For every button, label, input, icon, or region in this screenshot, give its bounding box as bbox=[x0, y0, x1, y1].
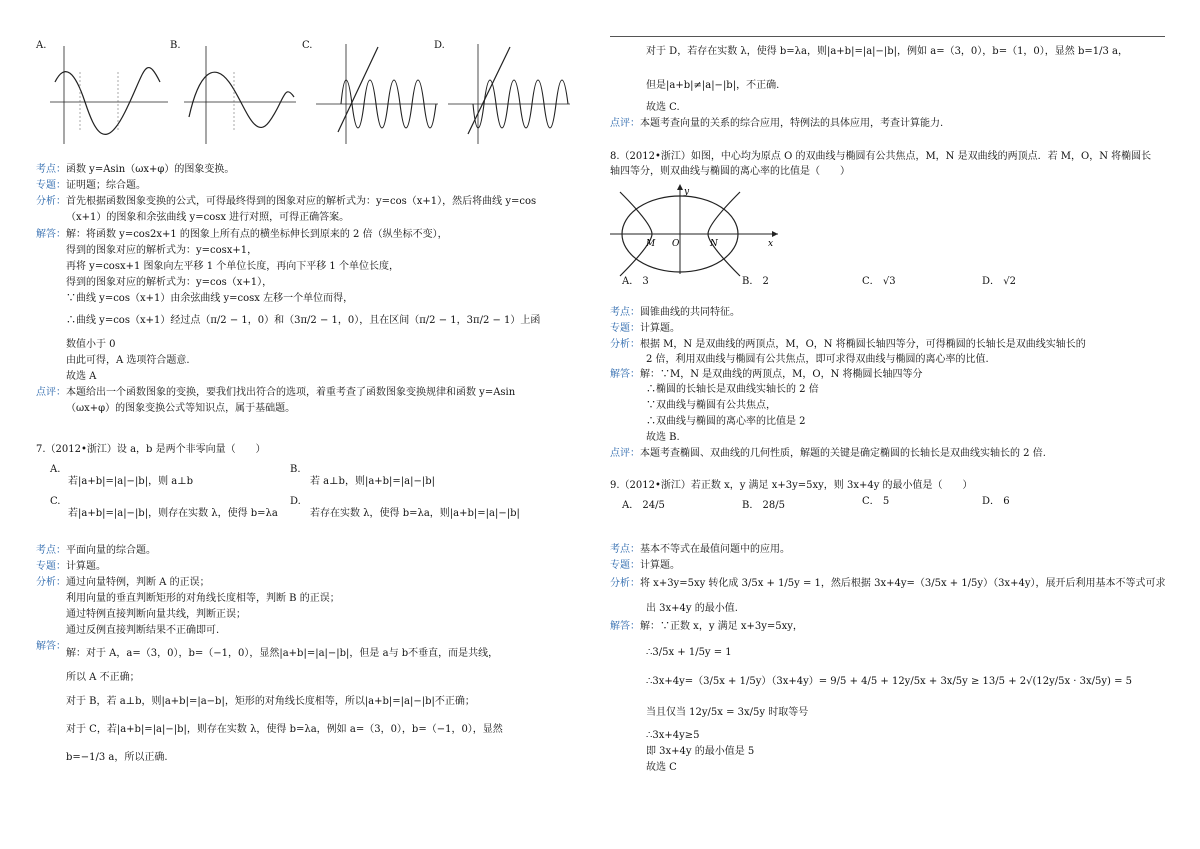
q7-fenxi-line: 通过反例直接判断结果不正确即可. bbox=[66, 625, 220, 636]
q7-fenxi: 分析：通过向量特例，判断 A 的正误； bbox=[36, 577, 210, 588]
q8-dianping: 点评：本题考查椭圆、双曲线的几何性质，解题的关键是确定椭圆的长轴长是双曲线实轴长的 2 倍. bbox=[610, 448, 1046, 459]
q8-jieda-line: ∴双曲线与椭圆的离心率的比值是 2 bbox=[646, 416, 806, 427]
q8-option-b: B． 2 bbox=[742, 276, 769, 287]
q9-question: 9.（2012•浙江）若正数 x，y 满足 x+3y=5xy，则 3x+4y 的最小值是（ ） bbox=[610, 480, 973, 491]
q7-option-b-label: B. bbox=[290, 464, 301, 475]
q9-jieda-line: 当且仅当 12y/5x = 3x/5y 时取等号 bbox=[646, 707, 809, 718]
q7-option-c: 若|a+b|=|a|−|b|，则存在实数 λ，使得 b=λa bbox=[68, 508, 278, 519]
q7-option-d: 若存在实数 λ，使得 b=λa，则|a+b|=|a|−|b| bbox=[310, 508, 520, 519]
q6-jieda-line: ∴曲线 y=cos（x+1）经过点（π/2 − 1，0）和（3π/2 − 1，0），且在区间（π/2 − 1，3π/2 − 1）上函 bbox=[66, 315, 541, 326]
q6-jieda-line: 数值小于 0 bbox=[66, 339, 116, 350]
q8-fenxi-line2: 2 倍，利用双曲线与椭圆有公共焦点，即可求得双曲线与椭圆的离心率的比值. bbox=[646, 354, 989, 365]
graph-label-c: C. bbox=[302, 40, 313, 51]
q9-kaodian: 考点：基本不等式在最值问题中的应用。 bbox=[610, 544, 790, 555]
q9-jieda-line: ∴3/5x + 1/5y = 1 bbox=[646, 647, 732, 658]
graph-a-plot bbox=[50, 42, 170, 147]
graph-c-plot bbox=[316, 42, 441, 147]
fig-y-label: y bbox=[684, 187, 690, 197]
q7-cont-line: 但是|a+b|≠|a|−|b|，不正确. bbox=[646, 80, 780, 91]
q9-jieda: 解答：解：∵正数 x，y 满足 x+3y=5xy， bbox=[610, 621, 803, 632]
q9-option-a: A． 24/5 bbox=[622, 500, 665, 511]
q8-zhuanti: 专题：计算题。 bbox=[610, 323, 680, 334]
graph-d-plot bbox=[448, 42, 573, 147]
q7-zhuanti: 专题：计算题。 bbox=[36, 561, 106, 572]
q7-jieda-line: 解：对于 A，a=（3，0），b=（−1，0），显然|a+b|=|a|−|b|，但是 a与 b不垂直，而是共线， bbox=[66, 648, 499, 659]
q7-option-c-label: C. bbox=[50, 496, 61, 507]
q8-option-d: D． √2 bbox=[982, 276, 1016, 287]
q6-fenxi-line2: （x+1）的图象和余弦曲线 y=cosx 进行对照，可得正确答案。 bbox=[66, 212, 350, 223]
q6-dianping-line2: （ωx+φ）的图象变换公式等知识点，属于基础题。 bbox=[66, 403, 296, 414]
q7-option-d-label: D. bbox=[290, 496, 301, 507]
q7-option-a: 若|a+b|=|a|−|b|，则 a⊥b bbox=[68, 476, 194, 487]
q6-jieda-line: 故选 A bbox=[66, 371, 97, 382]
graph-label-d: D. bbox=[434, 40, 445, 51]
q6-kaodian: 考点：函数 y=Asin（ωx+φ）的图象变换。 bbox=[36, 164, 235, 175]
q9-option-b: B． 28/5 bbox=[742, 500, 786, 511]
q6-dianping: 点评：本题给出一个函数图象的变换，要我们找出符合的选项，着重考查了函数图象变换规律和函数 y=Asin bbox=[36, 387, 516, 398]
q8-jieda: 解答：解：∵M，N 是双曲线的两顶点，M，O，N 将椭圆长轴四等分 bbox=[610, 369, 923, 380]
graph-b-plot bbox=[184, 42, 299, 147]
q8-question: 8.（2012•浙江）如图，中心均为原点 O 的双曲线与椭圆有公共焦点，M，N 是双曲线的两顶点．若 M，O，N 将椭圆长 bbox=[610, 151, 1152, 162]
q6-fenxi: 分析：首先根据函数图象变换的公式，可得最终得到的图象对应的解析式为：y=cos（x+1），然后将曲线 y=cos bbox=[36, 196, 537, 207]
q6-jieda-line: 得到的图象对应的解析式为：y=cos（x+1）， bbox=[66, 277, 273, 288]
q9-jieda-line: 即 3x+4y 的最小值是 5 bbox=[646, 746, 755, 757]
q8-question-line2: 轴四等分，则双曲线与椭圆的离心率的比值是（ ） bbox=[610, 166, 850, 177]
q6-jieda-line: 得到的图象对应的解析式为：y=cosx+1， bbox=[66, 245, 258, 256]
q8-option-c: C． √3 bbox=[862, 276, 896, 287]
q6-jieda-line: ∵曲线 y=cos（x+1）由余弦曲线 y=cosx 左移一个单位而得， bbox=[66, 293, 354, 304]
q7-cont-line: 对于 D，若存在实数 λ，使得 b=λa，则|a+b|=|a|−|b|，例如 a=（3，0），b=（1，0），显然 b=1/3 a， bbox=[646, 46, 1128, 57]
fig-o-label: O bbox=[672, 239, 680, 249]
q8-kaodian: 考点：圆锥曲线的共同特征。 bbox=[610, 307, 740, 318]
q7-fenxi-line: 利用向量的垂直判断矩形的对角线长度相等，判断 B 的正误； bbox=[66, 593, 340, 604]
q6-zhuanti: 专题：证明题；综合题。 bbox=[36, 180, 146, 191]
q7-jieda-line: 所以 A 不正确； bbox=[66, 672, 140, 683]
q8-fenxi: 分析：根据 M，N 是双曲线的两顶点，M，O，N 将椭圆长轴四等分，可得椭圆的长轴长是双曲线实轴长的 bbox=[610, 339, 1086, 350]
q7-kaodian: 考点：平面向量的综合题。 bbox=[36, 545, 156, 556]
q8-jieda-line: 故选 B. bbox=[646, 432, 680, 443]
q9-option-d: D． 6 bbox=[982, 496, 1010, 507]
q9-zhuanti: 专题：计算题。 bbox=[610, 560, 680, 571]
q7-question: 7.（2012•浙江）设 a，b 是两个非零向量（ ） bbox=[36, 444, 266, 455]
q7-option-b: 若 a⊥b，则|a+b|=|a|−|b| bbox=[310, 476, 436, 487]
q9-jieda-line: ∴3x+4y≥5 bbox=[646, 730, 700, 741]
graph-label-a: A. bbox=[36, 40, 47, 51]
fig-n-label: N bbox=[710, 239, 718, 249]
top-rule bbox=[610, 36, 1165, 37]
q8-option-a: A． 3 bbox=[622, 276, 649, 287]
q7-jieda-line: 对于 B，若 a⊥b，则|a+b|=|a−b|，矩形的对角线长度相等，所以|a+b|=|a|−|b|不正确； bbox=[66, 696, 475, 707]
q7-dianping: 点评：本题考查向量的关系的综合应用，特例法的具体应用，考查计算能力. bbox=[610, 118, 944, 129]
q7-jieda-line: 对于 C，若|a+b|=|a|−|b|，则存在实数 λ，使得 b=λa，例如 a=（3，0），b=（−1，0），显然 bbox=[66, 724, 503, 735]
q6-jieda: 解答：解：将函数 y=cos2x+1 的图象上所有点的横坐标伸长到原来的 2 倍（纵坐标不变）， bbox=[36, 229, 448, 240]
fig-x-label: x bbox=[768, 239, 774, 249]
q7-jieda-tag: 解答： bbox=[36, 641, 66, 652]
q7-option-a-label: A. bbox=[50, 464, 61, 475]
q9-jieda-line: ∴3x+4y=（3/5x + 1/5y）（3x+4y）= 9/5 + 4/5 + 12y/5x + 3x/5y ≥ 13/5 + 2√(12y/5x · 3x/5y) = 5 bbox=[646, 676, 1133, 687]
q8-jieda-line: ∴椭圆的长轴长是双曲线实轴长的 2 倍 bbox=[646, 384, 819, 395]
q9-fenxi-line2: 出 3x+4y 的最小值. bbox=[646, 603, 738, 614]
q9-jieda-line: 故选 C bbox=[646, 762, 677, 773]
q7-fenxi-line: 通过特例直接判断向量共线，判断正误； bbox=[66, 609, 246, 620]
q8-figure bbox=[610, 182, 780, 277]
fig-m-label: M bbox=[646, 239, 656, 249]
q7-cont-line: 故选 C. bbox=[646, 102, 680, 113]
q7-jieda-line: b=−1/3 a，所以正确. bbox=[66, 752, 168, 763]
q8-jieda-line: ∵双曲线与椭圆有公共焦点， bbox=[646, 400, 776, 411]
graph-label-b: B. bbox=[170, 40, 181, 51]
q6-jieda-line: 由此可得，A 选项符合题意. bbox=[66, 355, 190, 366]
q9-option-c: C． 5 bbox=[862, 496, 890, 507]
q9-fenxi: 分析：将 x+3y=5xy 转化成 3/5x + 1/5y = 1，然后根据 3x+4y=（3/5x + 1/5y）（3x+4y），展开后利用基本不等式可求 bbox=[610, 578, 1166, 589]
q6-jieda-line: 再将 y=cosx+1 图象向左平移 1 个单位长度，再向下平移 1 个单位长度， bbox=[66, 261, 399, 272]
